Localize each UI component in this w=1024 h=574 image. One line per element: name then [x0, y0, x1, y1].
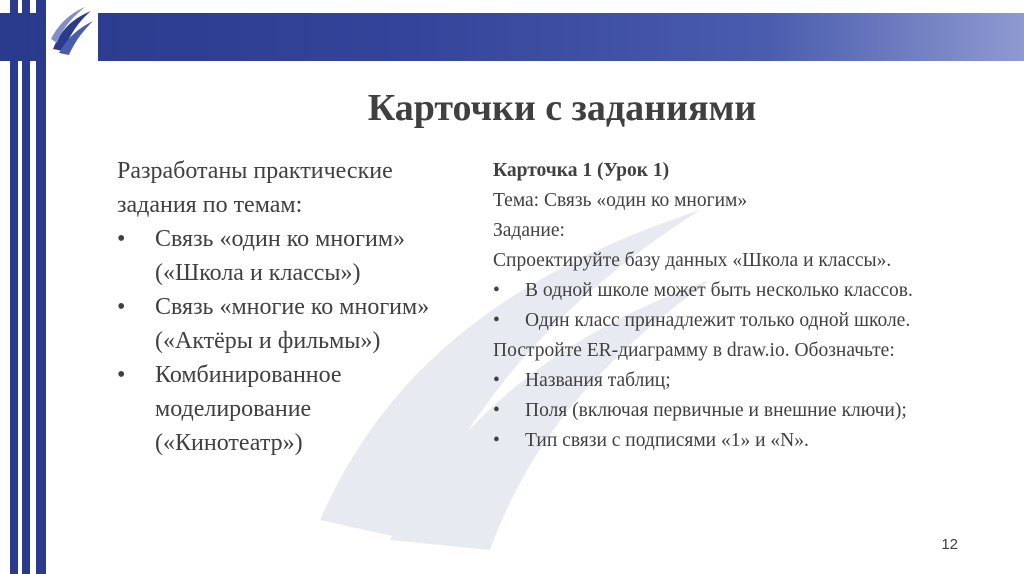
- right-column: [493, 156, 1013, 456]
- logo-swoosh-icon: [49, 5, 95, 57]
- bullet-icon: •: [493, 370, 500, 391]
- list-item-text: Связь «один ко многим» («Школа и классы»): [155, 226, 406, 286]
- bullet-icon: •: [493, 430, 500, 451]
- list-item: [493, 366, 1013, 396]
- bullet-icon: •: [493, 280, 500, 301]
- card-title: Карточка 1 (Урок 1): [493, 160, 670, 181]
- task-text: Спроектируйте базу данных «Школа и классы».: [493, 250, 892, 271]
- list-item-text: Связь «многие ко многим» («Актёры и фильмы»): [155, 294, 430, 354]
- list-item: [117, 358, 447, 460]
- intro-text: Разработаны практические задания по темам:: [117, 158, 393, 218]
- list-item-text: Тип связи с подписями «1» и «N».: [525, 430, 809, 451]
- topic-list: [117, 222, 447, 460]
- list-item-text: Один класс принадлежит только одной школе.: [525, 310, 911, 331]
- task-label: Задание:: [493, 220, 565, 241]
- list-item: [493, 276, 1013, 306]
- er-instruction: Постройте ER-диаграмму в draw.io. Обозначьте:: [493, 340, 895, 361]
- bullet-icon: •: [493, 310, 500, 331]
- list-item: [493, 426, 1013, 456]
- list-item-text: В одной школе может быть несколько классов.: [525, 280, 913, 301]
- left-column: [117, 154, 447, 460]
- list-item: [493, 306, 1013, 336]
- page-number: 12: [941, 536, 958, 553]
- card-topic: Тема: Связь «один ко многим»: [493, 190, 748, 211]
- list-item-text: Комбинированное моделирование («Кинотеатр»): [155, 362, 342, 456]
- bullet-icon: •: [117, 362, 126, 388]
- list-item-text: Названия таблиц;: [525, 370, 671, 391]
- bullet-icon: •: [117, 294, 126, 320]
- bullet-icon: •: [493, 400, 500, 421]
- list-item: [117, 222, 447, 290]
- bullet-icon: •: [117, 226, 126, 252]
- er-bullets: [493, 366, 1013, 456]
- list-item: [117, 290, 447, 358]
- logo: [46, 0, 98, 61]
- header-band: [0, 13, 1024, 61]
- list-item: [493, 396, 1013, 426]
- slide-title: Карточки с заданиями: [367, 87, 757, 129]
- list-item-text: Поля (включая первичные и внешние ключи);: [525, 400, 907, 421]
- task-bullets: [493, 276, 1013, 336]
